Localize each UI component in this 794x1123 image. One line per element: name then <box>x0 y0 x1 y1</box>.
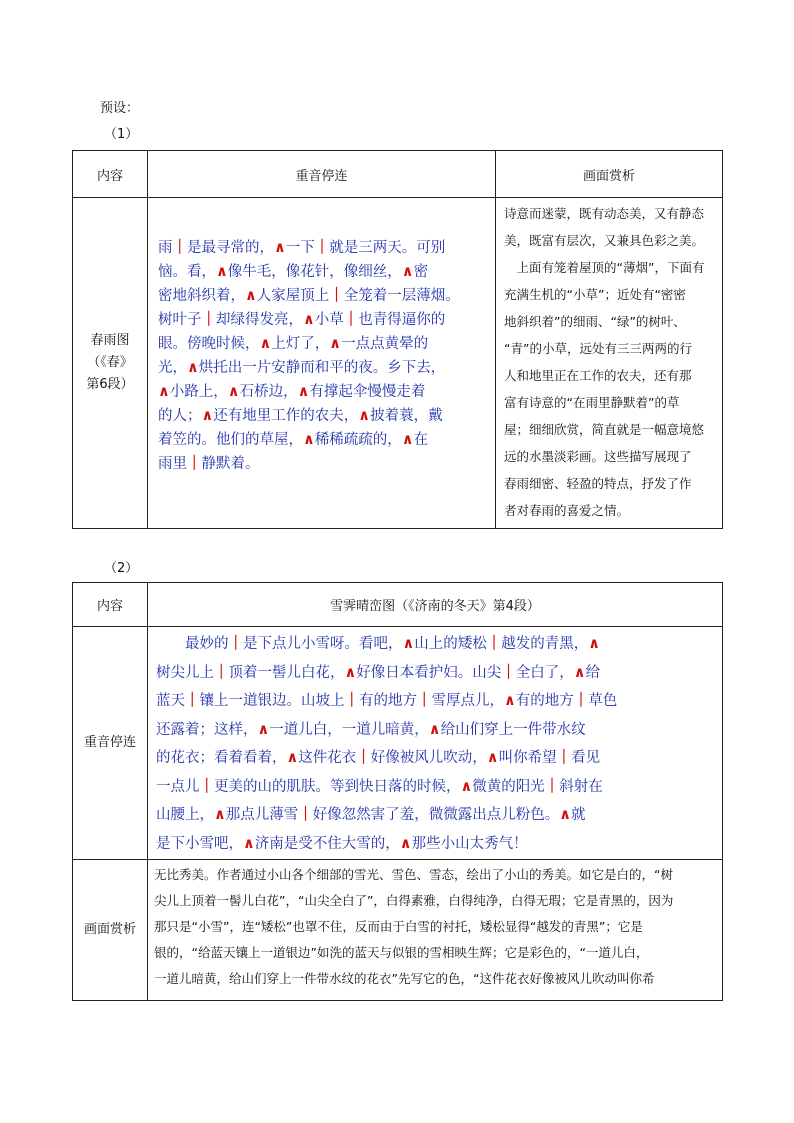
preset-label: 预设： <box>100 101 140 116</box>
section-1-label: （1） <box>104 127 139 142</box>
row-title-line: 第6段） <box>86 377 134 392</box>
row-label-scene-appreciation: 画面赏析 <box>73 860 148 1001</box>
passage-line: 眼。傍晚时候，∧上灯了，∧一点点黄晕的 <box>158 335 429 352</box>
passage-line: 最妙的｜是下点儿小雪呀。看吧，∧山上的矮松｜越发的青黑，∧ <box>185 635 601 652</box>
analysis-line: 诗意而迷蒙，既有动态美，又有静态 <box>504 206 705 221</box>
analysis-line: 充满生机的“小草”；近处有“密密 <box>504 287 686 302</box>
analysis-line: 那只是“小雪”，连“矮松”也罩不住，反而由于白雪的衬托，矮松显得“越发的青黑”；它是 <box>154 919 643 934</box>
analysis-line: 远的水墨淡彩画。这些描写展现了 <box>504 449 692 464</box>
row-title-spring-rain <box>73 198 148 529</box>
analysis-cell <box>148 860 723 1001</box>
analysis-line: 尖儿上顶着一髻儿白花”，“山尖全白了”，白得素雅，白得纯净，白得无瑕；它是青黑的，因为 <box>154 893 674 908</box>
passage-line: 还露着；这样，∧一道儿白，一道儿暗黄，∧给山们穿上一件带水纹 <box>156 720 586 738</box>
passage-line: 雨｜是最寻常的，∧一下｜就是三两天。可别 <box>158 239 446 256</box>
passage-line: 雨里｜静默着。 <box>158 455 260 472</box>
row-label-stress-pause: 重音停连 <box>73 627 148 860</box>
spring-rain-table <box>72 150 723 529</box>
passage-line: 密地斜织着，∧人家屋顶上｜全笼着一层薄烟。 <box>158 287 460 304</box>
analysis-line: 者对春雨的喜爱之情。 <box>504 503 630 518</box>
passage-line: 树叶子｜却绿得发亮，∧小草｜也青得逼你的 <box>158 311 446 328</box>
spring-analysis <box>504 200 718 524</box>
passage-line: 着笠的。他们的草屋，∧稀稀疏疏的，∧在 <box>158 431 429 448</box>
passage-line: 是下小雪吧，∧济南是受不住大雪的，∧那些小山太秀气！ <box>156 834 528 852</box>
passage-line: 树尖儿上｜顶着一髻儿白花，∧好像日本看护妇。山尖｜全白了，∧给 <box>156 663 601 681</box>
header-scene-appreciation: 画面赏析 <box>496 151 723 198</box>
analysis-line: 一道儿暗黄，给山们穿上一件带水纹的花衣”先写它的色，“这件花衣好像被风儿吹动叫你希 <box>154 971 655 986</box>
snow-mountain-table <box>72 582 723 1001</box>
analysis-line: 屋；细细欣赏，简直就是一幅意境悠 <box>504 422 705 437</box>
passage-line: 的人；∧还有地里工作的农夫，∧披着蓑，戴 <box>158 407 443 424</box>
header-content: 内容 <box>73 583 148 627</box>
passage-line: ∧小路上，∧石桥边，∧有撑起伞慢慢走着 <box>158 383 426 400</box>
row-title-line: 春雨图 <box>90 333 130 348</box>
analysis-line: 人和地里正在工作的农夫，还有那 <box>504 368 692 383</box>
analysis-cell <box>496 198 723 529</box>
snow-passage <box>156 630 714 858</box>
spring-passage <box>158 236 487 476</box>
passage-line: 一点儿｜更美的山的肌肤。等到快日落的时候，∧微黄的阳光｜斜射在 <box>156 777 603 795</box>
header-content: 内容 <box>73 151 148 198</box>
passage-line: 的花衣；看着看着，∧这件花衣｜好像被风儿吹动，∧叫你希望｜看见 <box>156 749 601 766</box>
passage-line: 光，∧烘托出一片安静而和平的夜。乡下去， <box>158 359 446 376</box>
passage-line: 恼。看，∧像牛毛，像花针，像细丝，∧密 <box>158 263 429 280</box>
analysis-line: 地斜织着”的细雨、“绿”的树叶、 <box>504 314 686 329</box>
analysis-line: 无比秀美。作者通过小山各个细部的雪光、雪色、雪态，绘出了小山的秀美。如它是白的，“树 <box>154 867 673 882</box>
analysis-line: 富有诗意的“在雨里静默着”的草 <box>504 395 680 410</box>
analysis-line: 春雨细密、轻盈的特点，抒发了作 <box>504 476 692 491</box>
section-2-label: （2） <box>104 561 139 576</box>
header-title: 雪霁晴峦图（《济南的冬天》第4段） <box>148 583 723 627</box>
analysis-line: 上面有笼着屋顶的“薄烟”，下面有 <box>504 260 705 275</box>
passage-line: 蓝天｜镶上一道银边。山坡上｜有的地方｜雪厚点儿，∧有的地方｜草色 <box>156 692 618 709</box>
analysis-line: 美，既富有层次，又兼具色彩之美。 <box>504 233 705 248</box>
passage-line: 山腰上，∧那点儿薄雪｜好像忽然害了羞，微微露出点儿粉色。∧就 <box>156 806 586 823</box>
analysis-line: “青”的小草，远处有三三两两的行 <box>504 341 692 356</box>
passage-cell <box>148 198 496 529</box>
snow-analysis <box>154 862 718 992</box>
row-title-line: （《春》 <box>87 355 133 370</box>
header-stress-pause: 重音停连 <box>148 151 496 198</box>
analysis-line: 银的，“给蓝天镶上一道银边”如洗的蓝天与似银的雪相映生辉；它是彩色的，“一道儿白， <box>154 945 649 960</box>
passage-cell <box>148 627 723 860</box>
